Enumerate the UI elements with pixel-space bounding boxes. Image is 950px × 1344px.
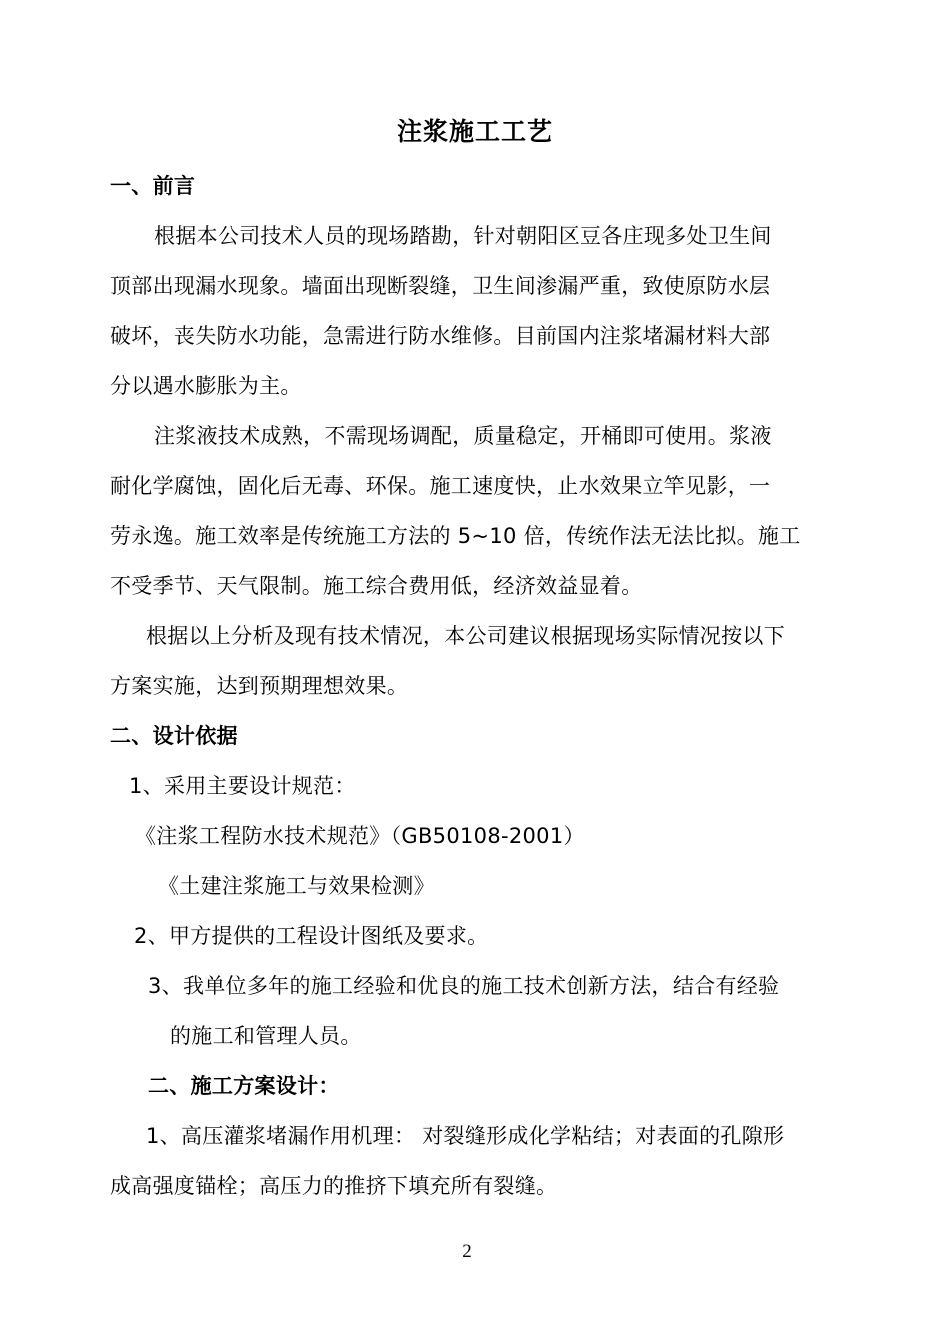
list-item: 《注浆工程防水技术规范》（GB50108-2001） <box>135 824 585 848</box>
paragraph-line: 方案实施，达到预期理想效果。 <box>110 674 409 698</box>
list-item: 3、我单位多年的施工经验和优良的施工技术创新方法，结合有经验 <box>148 974 780 998</box>
paragraph-line: 劳永逸。施工效率是传统施工方法的 5~10 倍，传统作法无法比拟。施工 <box>110 524 801 548</box>
list-item: 的施工和管理人员。 <box>170 1024 362 1048</box>
paragraph-line: 分以遇水膨胀为主。 <box>110 374 302 398</box>
paragraph-line: 根据以上分析及现有技术情况，本公司建议根据现场实际情况按以下 <box>146 624 785 648</box>
section-heading-preface: 一、前言 <box>110 174 196 198</box>
list-item: 《土建注浆施工与效果检测》 <box>158 874 435 898</box>
paragraph-line: 1、高压灌浆堵漏作用机理： 对裂缝形成化学粘结；对表面的孔隙形 <box>146 1124 785 1148</box>
paragraph-line: 耐化学腐蚀，固化后无毒、环保。施工速度快，止水效果立竿见影，一 <box>110 474 771 498</box>
page-number: 2 <box>462 1241 472 1262</box>
paragraph-line: 根据本公司技术人员的现场踏勘，针对朝阳区豆各庄现多处卫生间 <box>154 224 772 248</box>
section-heading-construction-plan: 二、施工方案设计： <box>148 1074 340 1098</box>
list-item: 1、采用主要设计规范： <box>129 774 356 798</box>
list-item: 2、甲方提供的工程设计图纸及要求。 <box>134 924 489 948</box>
paragraph-line: 不受季节、天气限制。施工综合费用低，经济效益显着。 <box>110 574 643 598</box>
paragraph-line: 顶部出现漏水现象。墙面出现断裂缝，卫生间渗漏严重，致使原防水层 <box>110 274 771 298</box>
paragraph-line: 成高强度锚栓；高压力的推挤下填充所有裂缝。 <box>110 1174 558 1198</box>
document-title: 注浆施工工艺 <box>396 117 553 146</box>
paragraph-line: 注浆液技术成熟，不需现场调配，质量稳定，开桶即可使用。浆液 <box>154 424 772 448</box>
section-heading-design-basis: 二、设计依据 <box>110 724 238 748</box>
paragraph-line: 破坏，丧失防水功能，急需进行防水维修。目前国内注浆堵漏材料大部 <box>110 324 771 348</box>
